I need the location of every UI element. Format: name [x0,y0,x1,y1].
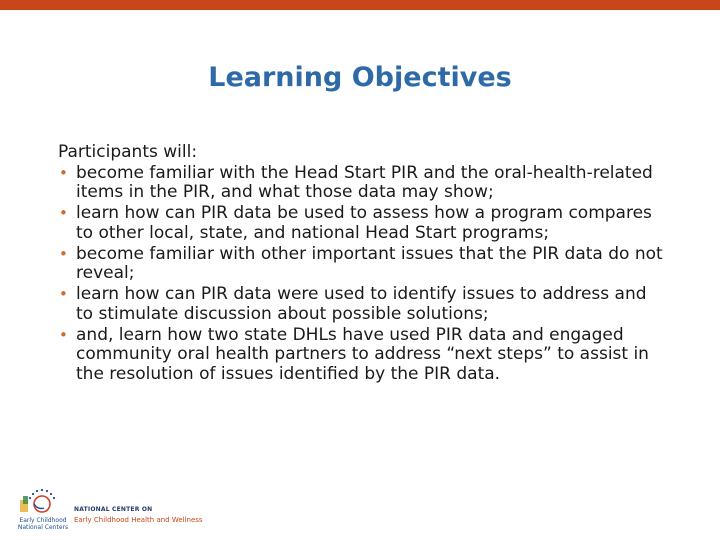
bullet-icon: • [59,285,68,303]
bullet-icon: • [59,204,68,222]
objectives-list [58,164,668,385]
list-item-text: learn how can PIR data be used to assess how a program compares to other local, state, and national Head Start programs; [76,203,652,243]
intro-text: Participants will: [58,142,198,162]
list-item [58,164,668,203]
list-item [58,285,668,324]
org-name-line2: Early Childhood Health and Wellness [74,516,203,524]
list-item [58,326,668,385]
list-item-text: become familiar with other important issues that the PIR data do not reveal; [76,243,663,283]
slide-title: Learning Objectives [208,62,512,93]
slide-body [58,143,668,386]
top-accent-bar [0,0,720,10]
logo-caption: Early Childhood National Centers [17,517,69,531]
list-item-text: become familiar with the Head Start PIR and the oral-health-related items in the PIR, and what those data may show; [76,162,653,202]
bullet-icon: • [59,244,68,263]
footer-logo [14,488,214,532]
list-item [58,204,668,243]
list-item-text: learn how can PIR data were used to identify issues to address and to stimulate discussion about possible solutions; [76,284,647,324]
org-name-line1: NATIONAL CENTER ON [74,506,153,513]
list-item-text: and, learn how two state DHLs have used PIR data and engaged community oral health partners to address “next steps” to assist in the resolution of issues identified by the PIR data. [76,324,649,384]
list-item [58,245,668,284]
bullet-icon: • [59,163,68,182]
bullet-icon: • [59,325,68,344]
